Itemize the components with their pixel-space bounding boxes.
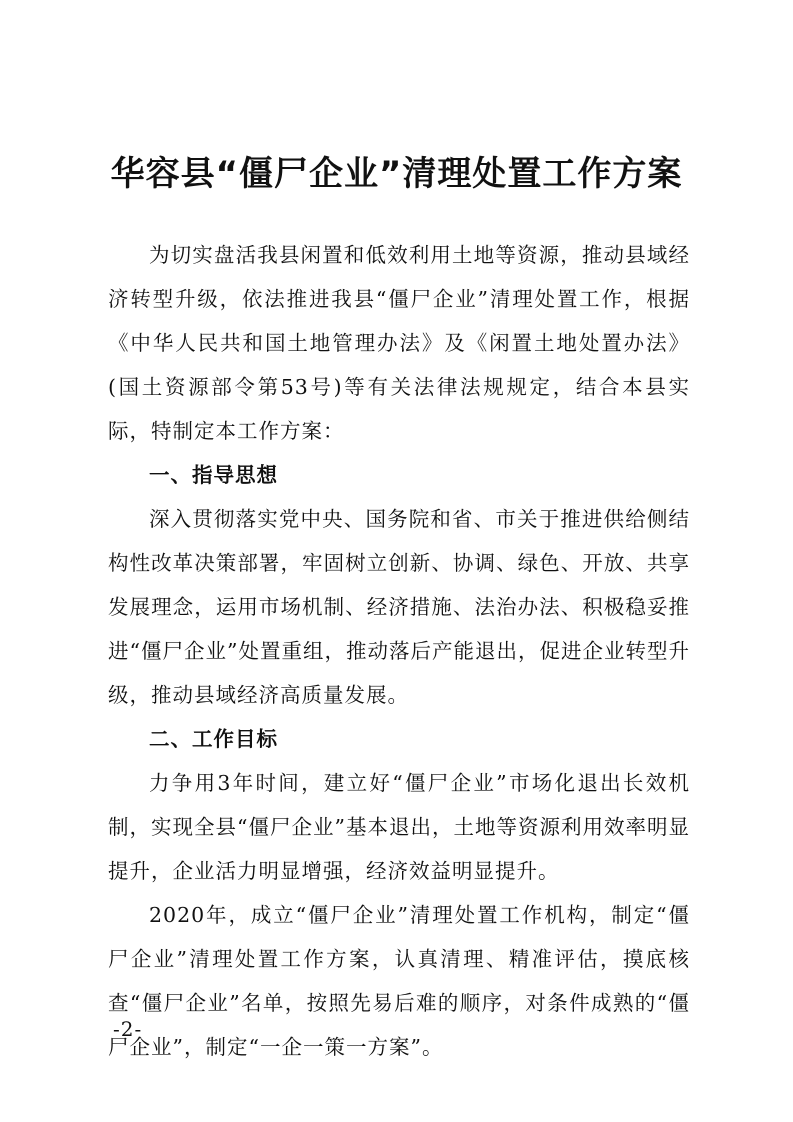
- document-title: 华容县“僵尸企业”清理处置工作方案: [110, 154, 683, 194]
- guiding-ideology-paragraph: 深入贯彻落实党中央、国务院和省、市关于推进供给侧结构性改革决策部署，牢固树立创新、协调、绿色、开放、共享发展理念，运用市场机制、经济措施、法治办法、积极稳妥推进“僵尸企业”处置重组，推动落后产能退出，促进企业转型升级，推动县域经济高质量发展。: [108, 507, 690, 707]
- section-heading-guiding-ideology: 一、指导思想: [149, 463, 278, 487]
- intro-paragraph: 为切实盘活我县闲置和低效利用土地等资源，推动县域经济转型升级，依法推进我县“僵尸企业”清理处置工作，根据《中华人民共和国土地管理办法》及《闲置土地处置办法》(国土资源部令第53号)等有关法律法规规定，结合本县实际，特制定本工作方案：: [108, 243, 690, 443]
- section-heading-work-goals: 二、工作目标: [149, 727, 278, 751]
- document-body: [108, 233, 690, 1069]
- year-2020-paragraph: 2020年，成立“僵尸企业”清理处置工作机构，制定“僵尸企业”清理处置工作方案，认真清理、精准评估，摸底核查“僵尸企业”名单，按照先易后难的顺序，对条件成熟的“僵尸企业”，制定“一企一策一方案”。: [108, 903, 690, 1059]
- page-number: -2-: [113, 1017, 143, 1041]
- work-goals-paragraph: 力争用3年时间，建立好“僵尸企业”市场化退出长效机制，实现全县“僵尸企业”基本退出，土地等资源利用效率明显提升，企业活力明显增强，经济效益明显提升。: [108, 771, 690, 883]
